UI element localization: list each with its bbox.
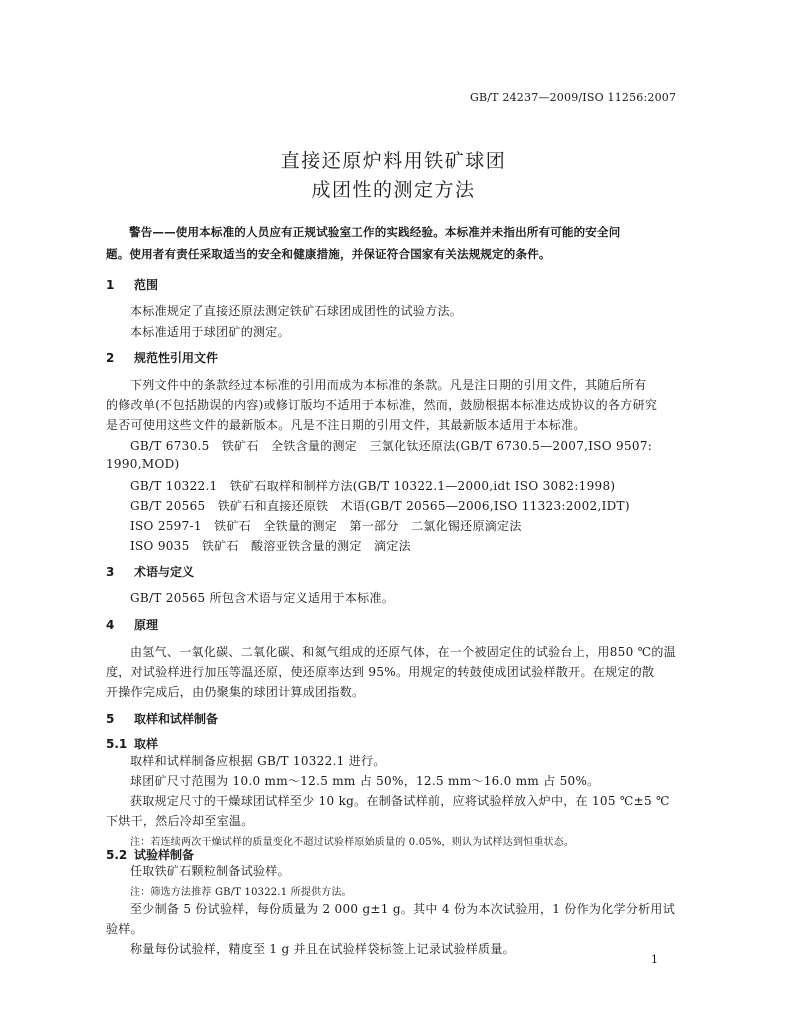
section-title: 取样 (134, 737, 159, 751)
warning-line2: 题。使用者有责任采取适当的安全和健康措施，并保证符合国家有关法规规定的条件。 (106, 247, 551, 261)
subsection-5-1-heading (106, 735, 158, 752)
warning-line1: 警告——使用本标准的人员应有正规试验室工作的实践经验。本标准并未指出所有可能的安全问 (129, 225, 621, 239)
paragraph: 开操作完成后，由仍聚集的球团计算成团指数。 (106, 685, 365, 699)
paragraph: 任取铁矿石颗粒制备试验样。 (130, 864, 290, 878)
section-title: 范围 (134, 278, 159, 292)
section-5-heading (106, 710, 218, 727)
section-3-heading (106, 563, 194, 580)
section-number: 5.2 (106, 848, 128, 862)
section-title: 取样和试样制备 (134, 712, 219, 726)
document-title-line1: 直接还原炉料用铁矿球团 (280, 150, 507, 172)
paragraph: 球团矿尺寸范围为 10.0 mm～12.5 mm 占 50%，12.5 mm～16.0 mm 占 50%。 (130, 774, 600, 788)
paragraph: 的修改单(不包括勘误的内容)或修订版均不适用于本标准，然而，鼓励根据本标准达成协议的各方研究 (106, 398, 658, 412)
section-2-heading (106, 349, 218, 366)
standard-code: GB/T 24237—2009/ISO 11256:2007 (470, 91, 677, 104)
section-title: 规范性引用文件 (134, 351, 219, 365)
section-4-heading (106, 616, 158, 633)
document-title-line2: 成团性的测定方法 (311, 179, 476, 201)
page-number: 1 (651, 953, 658, 966)
note: 注：筛选方法推荐 GB/T 10322.1 所提供方法。 (130, 887, 352, 898)
paragraph: 取样和试样制备应根据 GB/T 10322.1 进行。 (130, 754, 386, 768)
subsection-5-2-heading (106, 846, 194, 863)
reference-item: GB/T 6730.5 铁矿石 全铁含量的测定 三氯化钛还原法(GB/T 6730.5—2007,ISO 9507: (130, 439, 653, 453)
paragraph: 本标准适用于球团矿的测定。 (130, 325, 290, 339)
section-number: 4 (106, 618, 115, 632)
paragraph: 本标准规定了直接还原法测定铁矿石球团成团性的试验方法。 (130, 304, 463, 318)
section-title: 术语与定义 (134, 565, 195, 579)
reference-item: 1990,MOD) (106, 457, 180, 471)
paragraph: GB/T 20565 所包含术语与定义适用于本标准。 (130, 591, 395, 605)
section-number: 2 (106, 351, 115, 365)
section-title: 原理 (134, 618, 159, 632)
paragraph: 验样。 (106, 922, 143, 936)
section-title: 试验样制备 (134, 848, 195, 862)
paragraph: 是否可使用这些文件的最新版本。凡是不注日期的引用文件，其最新版本适用于本标准。 (106, 418, 586, 432)
paragraph: 称量每份试验样，精度至 1 g 并且在试验样袋标签上记录试验样质量。 (130, 942, 515, 956)
reference-item: ISO 9035 铁矿石 酸溶亚铁含量的测定 滴定法 (130, 539, 411, 553)
section-number: 5.1 (106, 737, 128, 751)
reference-item: ISO 2597-1 铁矿石 全铁量的测定 第一部分 二氯化锡还原滴定法 (130, 519, 522, 533)
section-number: 1 (106, 278, 115, 292)
paragraph: 度，对试验样进行加压等温还原，使还原率达到 95%。用规定的转鼓使成团试验样散开。在规定的散 (106, 665, 655, 679)
section-number: 5 (106, 712, 115, 726)
paragraph: 至少制备 5 份试验样，每份质量为 2 000 g±1 g。其中 4 份为本次试验用，1 份作为化学分析用试 (130, 902, 676, 916)
reference-item: GB/T 10322.1 铁矿石取样和制样方法(GB/T 10322.1—2000,idt ISO 3082:1998) (130, 479, 616, 493)
reference-item: GB/T 20565 铁矿石和直接还原铁 术语(GB/T 20565—2006,ISO 11323:2002,IDT) (130, 499, 630, 513)
paragraph: 下列文件中的条款经过本标准的引用而成为本标准的条款。凡是注日期的引用文件，其随后所有 (130, 378, 647, 392)
note: 注：若连续两次干燥试样的质量变化不超过试验样原始质量的 0.05%，则认为试样达到恒重状态。 (130, 837, 575, 848)
section-number: 3 (106, 565, 115, 579)
section-1-heading (106, 276, 158, 293)
paragraph: 由氢气、一氧化碳、二氧化碳、和氮气组成的还原气体，在一个被固定住的试验台上，用850 ℃的温 (130, 645, 676, 659)
paragraph: 下烘干，然后冷却至室温。 (106, 814, 254, 828)
paragraph: 获取规定尺寸的干燥球团试样至少 10 kg。在制备试样前，应将试验样放入炉中，在 105 ℃±5 ℃ (130, 794, 670, 808)
